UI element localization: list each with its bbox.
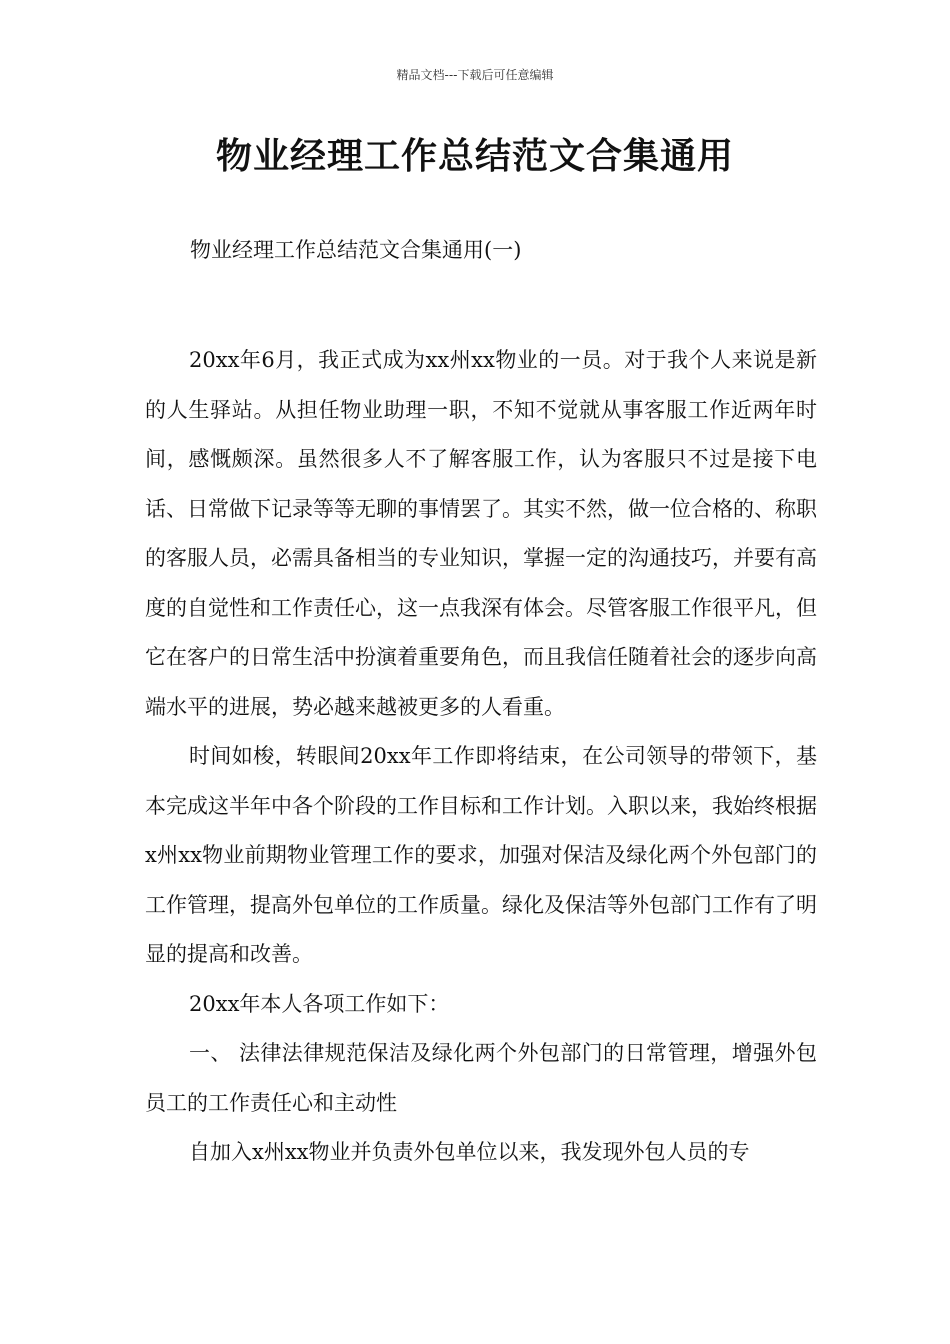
paragraph-section-one-heading: 一、 法律法律规范保洁及绿化两个外包部门的日常管理，增强外包员工的工作责任心和主动性 xyxy=(145,1041,817,1115)
document-subtitle: 物业经理工作总结范文合集通用(一) xyxy=(190,238,522,262)
paragraph-work-list-intro: 20xx年本人各项工作如下： xyxy=(189,991,450,1016)
paragraph-intro: 20xx年6月，我正式成为xx州xx物业的一员。对于我个人来说是新的人生驿站。从担任物业助理一职，不知不觉就从事客服工作近两年时间，感慨颇深。虽然很多人不了解客服工作，认为客服只不过是接下电话、日常做下记录等等无聊的事情罢了。其实不然，做一位合格的、称职的客服人员，必需具备相当的专业知识，掌握一定的沟通技巧，并要有高度的自觉性和工作责任心，这一点我深有体会。尽管客服工作很平凡，但它在客户的日常生活中扮演着重要角色，而且我信任随着社会的逐步向高端水平的进展，势必越来越被更多的人看重。 xyxy=(145,348,817,719)
document-title: 物业经理工作总结范文合集通用 xyxy=(215,136,734,177)
paragraph-summary: 时间如梭，转眼间20xx年工作即将结束，在公司领导的带领下，基本完成这半年中各个阶段的工作目标和工作计划。入职以来，我始终根据x州xx物业前期物业管理工作的要求，加强对保洁及绿化两个外包部门的工作管理，提高外包单位的工作质量。绿化及保洁等外包部门工作有了明显的提高和改善。 xyxy=(145,744,817,966)
document-body xyxy=(145,336,817,1178)
paragraph-section-one-body: 自加入x州xx物业并负责外包单位以来，我发现外包人员的专 xyxy=(189,1140,750,1164)
header-note: 精品文档---下载后可任意编辑 xyxy=(396,68,554,82)
